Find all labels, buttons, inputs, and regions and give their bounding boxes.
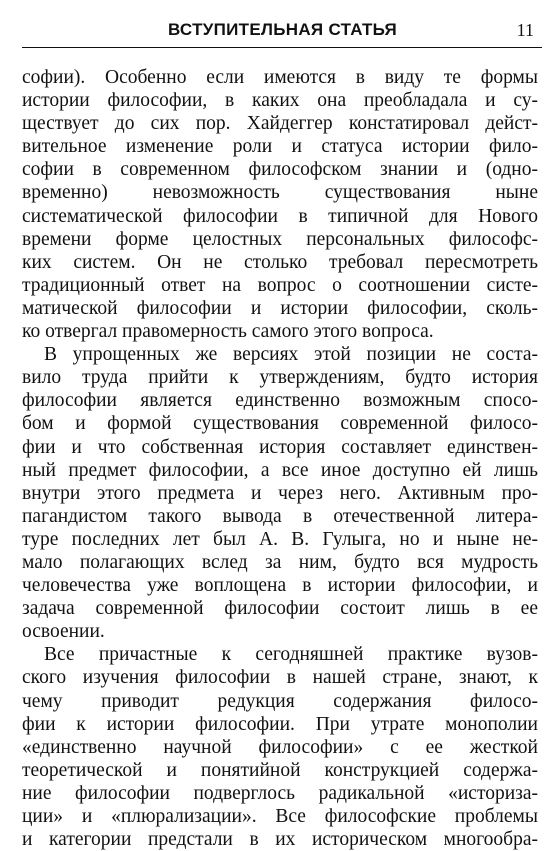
paragraph-1 — [22, 66, 538, 343]
text-line: мало полагающих вслед за ним, будто вся мудрость — [22, 551, 538, 573]
body-text — [22, 66, 538, 851]
running-header-title: ВСТУПИТЕЛЬНАЯ СТАТЬЯ — [168, 20, 398, 39]
text-line: фии и что собственная история составляет единствен- — [22, 436, 538, 458]
text-line: и категории предстали в их историческом многообра- — [22, 829, 538, 851]
paragraph-3 — [22, 643, 538, 851]
running-header — [22, 18, 542, 48]
text-line: вительное изменение роли и статуса истории фило- — [22, 136, 538, 158]
text-line: временно) невозможность существования ныне — [22, 182, 538, 204]
page-number: 11 — [516, 20, 534, 40]
text-line: человечества уже воплощена в истории философии, и — [22, 575, 538, 597]
text-line: ко отвергал правомерность самого этого вопроса. — [22, 321, 434, 343]
text-line: философии является единственно возможным спосо- — [22, 390, 538, 412]
text-line: софии). Особенно если имеются в виду те формы — [22, 67, 538, 88]
text-line: истории философии, в каких она преобладала и су- — [22, 90, 538, 112]
text-line: задача современной философии состоит лишь в ее — [22, 598, 538, 620]
text-line: «единственно научной философии» с ее жесткой — [22, 736, 538, 758]
text-line: ние философии подверглось радикальной «историза- — [22, 782, 538, 804]
text-line: ких систем. Он не столько требовал пересмотреть — [22, 251, 538, 273]
text-line: софии в современном философском знании и (одно- — [22, 159, 538, 181]
header-rule — [22, 47, 542, 48]
paragraph-2 — [22, 343, 538, 643]
text-line: матической философии и истории философии, сколь- — [22, 297, 538, 319]
text-line: ществует до сих пор. Хайдеггер констатировал дейст- — [22, 113, 538, 135]
text-line: ный предмет философии, а все иное доступно ей лишь — [22, 459, 538, 481]
text-line: фии к истории философии. При утрате монополии — [22, 713, 538, 735]
text-line: времени форме целостных персональных философс- — [22, 228, 538, 250]
text-line: Все причастные к сегодняшней практике вузов- — [44, 644, 538, 666]
text-line: пагандистом такого вывода в отечественной литера- — [22, 505, 538, 527]
text-line: теоретической и понятийной конструкцией содержа- — [22, 759, 538, 781]
text-line: ского изучения философии в нашей стране, знают, к — [22, 667, 538, 689]
text-line: вило труда прийти к утверждениям, будто история — [22, 367, 538, 389]
text-line: ции» и «плюрализации». Все философские проблемы — [22, 806, 538, 827]
text-line: туре последних лет был А. В. Гулыга, но и ныне не- — [22, 528, 538, 550]
text-line: освоении. — [22, 621, 105, 643]
text-line: внутри этого предмета и через него. Активным про- — [22, 482, 538, 504]
text-line: традиционный ответ на вопрос о соотношении систе- — [22, 274, 538, 296]
text-line: бом и формой существования современной филосо- — [22, 413, 538, 435]
text-line: систематической философии в типичной для Нового — [22, 205, 538, 227]
text-line: В упрощенных же версиях этой позиции не соста- — [44, 344, 538, 366]
text-line: чему приводит редукция содержания филосо- — [22, 690, 538, 712]
